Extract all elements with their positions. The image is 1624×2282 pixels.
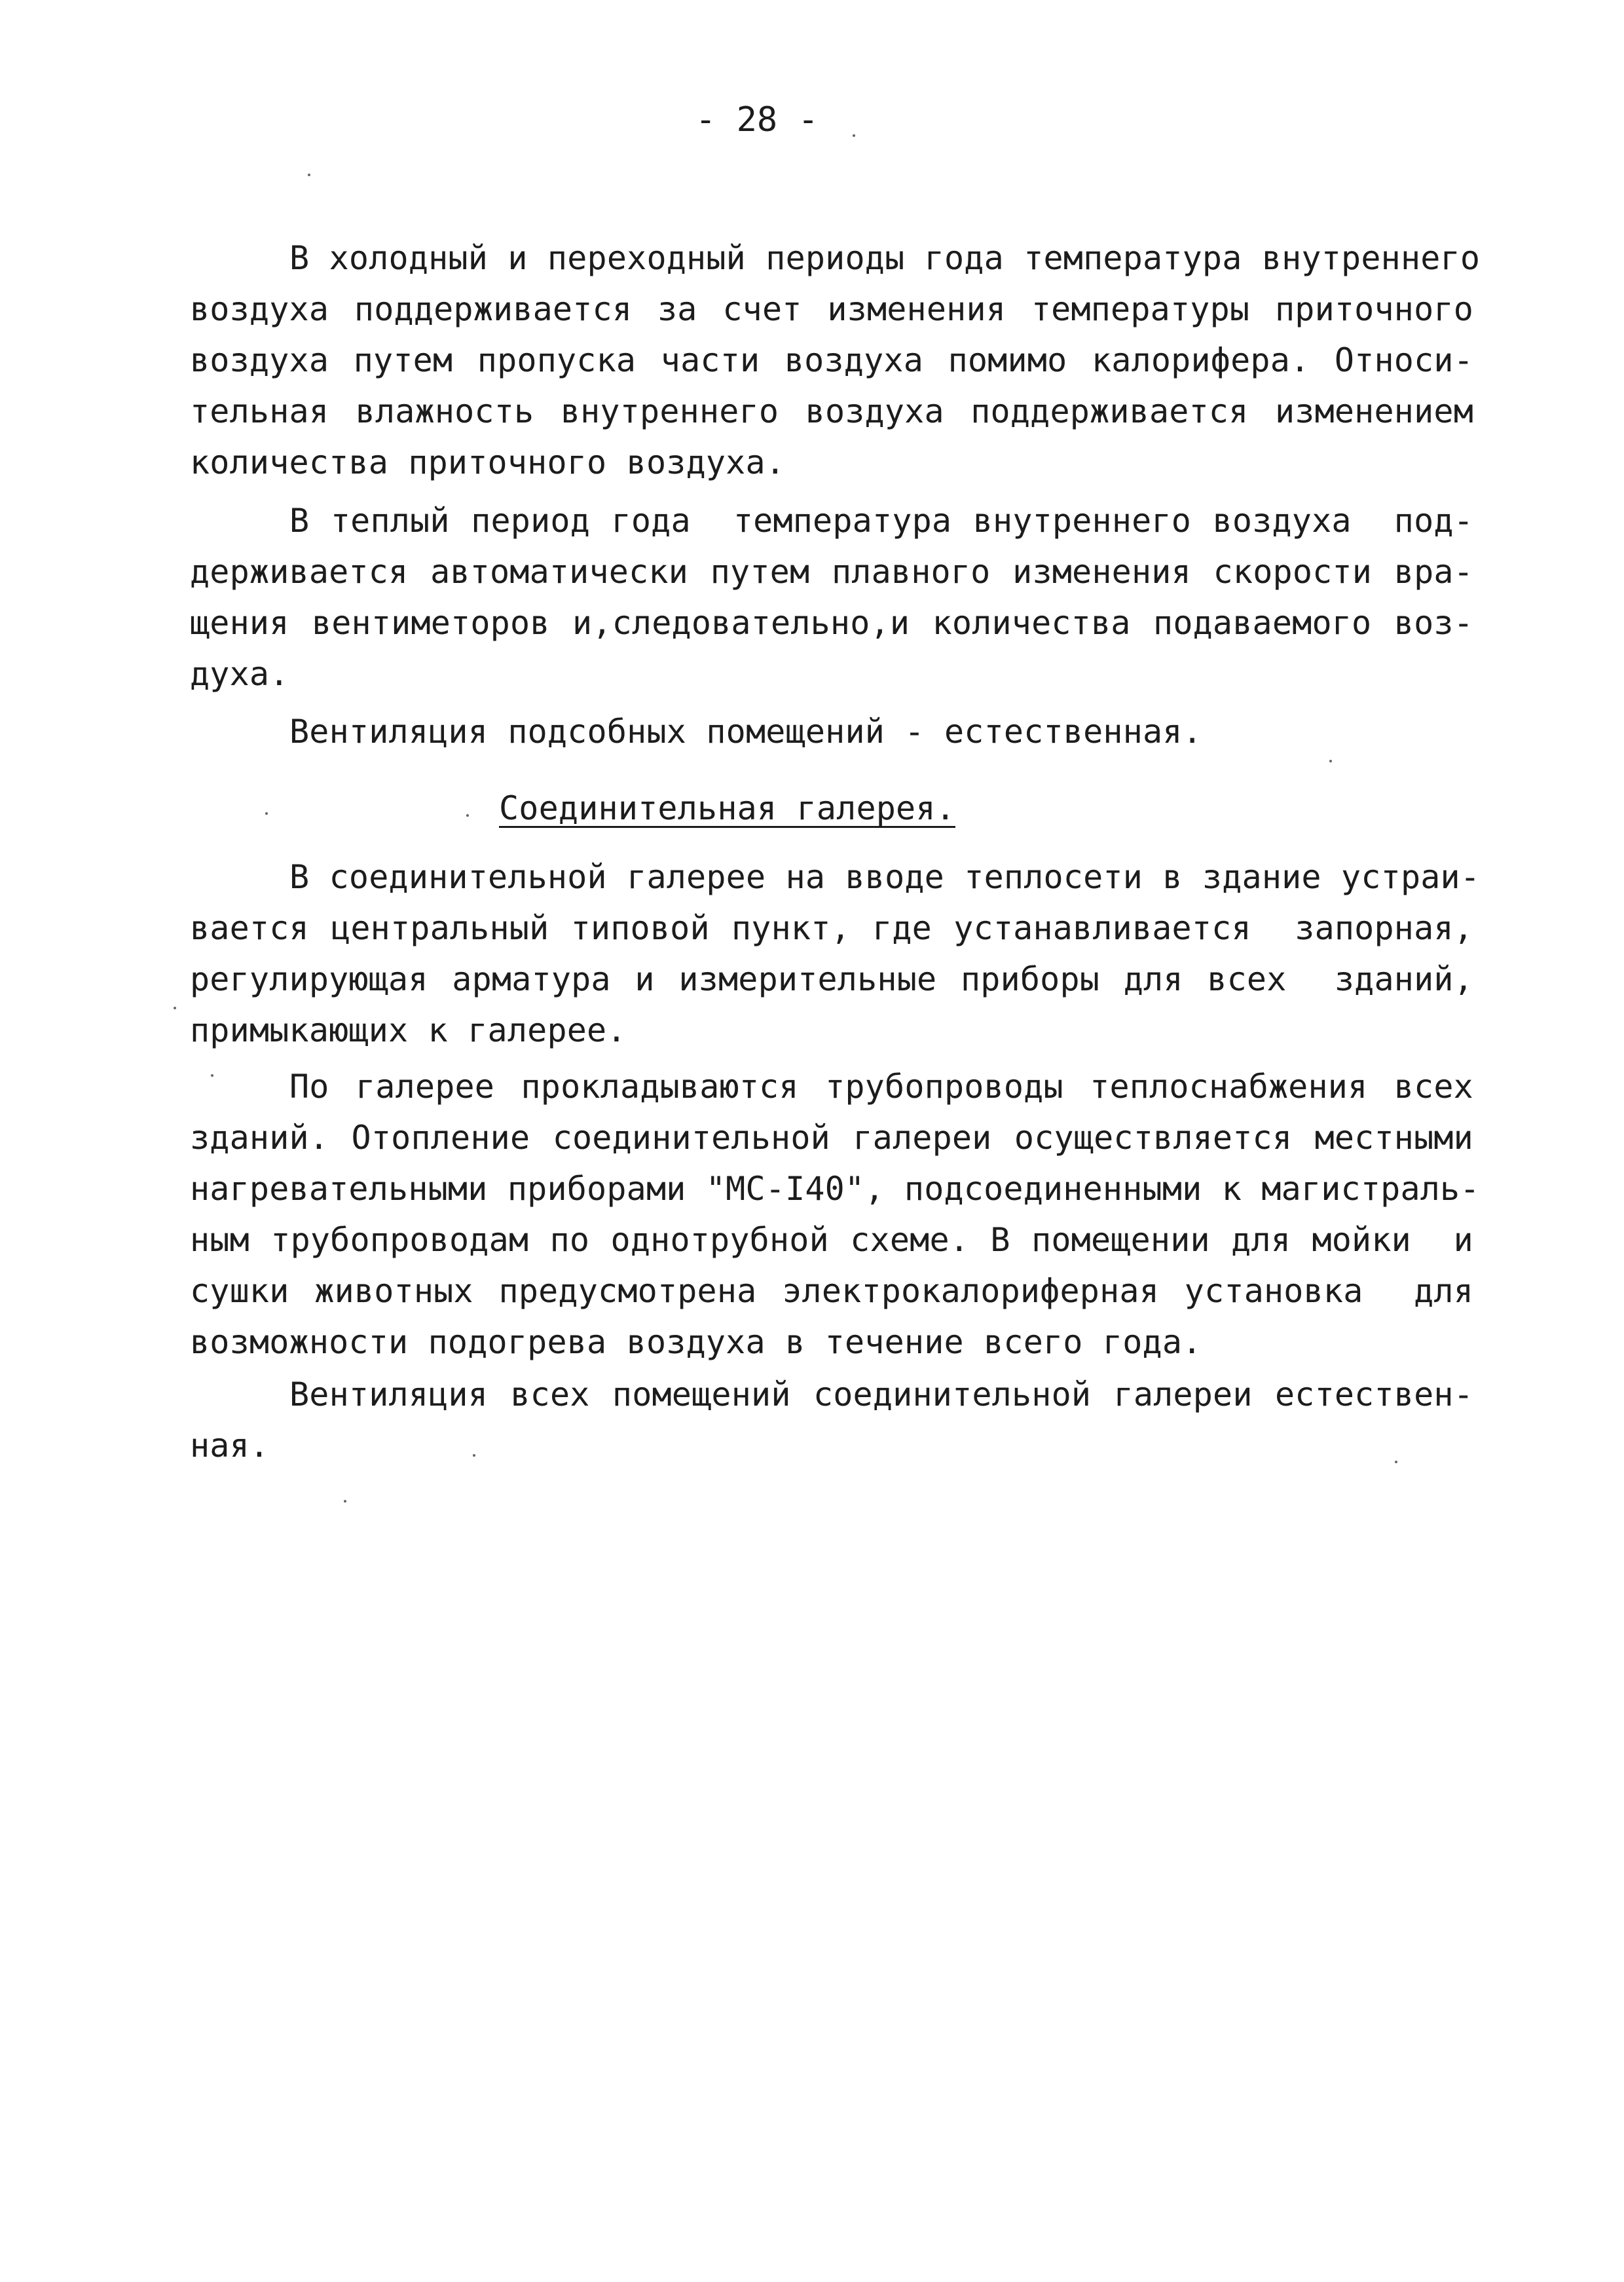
scan-speck	[344, 1500, 346, 1503]
paragraph-heating-periods	[190, 233, 1481, 488]
paragraph-pipelines	[190, 1061, 1480, 1368]
text-line: сушки животных предусмотрена электрокалориферная установка для	[190, 1272, 1473, 1310]
page-number: - 28 -	[695, 100, 819, 140]
scan-speck	[308, 174, 310, 176]
paragraph-ancillary-ventilation	[190, 706, 1473, 757]
text-line: воздуха поддерживается за счет изменения температуры приточного	[190, 290, 1473, 328]
scan-speck	[265, 812, 268, 815]
paragraph-heat-point	[190, 851, 1481, 1056]
scan-speck	[174, 1007, 176, 1009]
text-line: вается центральный типовой пункт, где устанавливается запорная,	[190, 909, 1473, 947]
scan-speck	[211, 1074, 213, 1077]
text-line: В холодный и переходный периоды года температура внутреннего	[289, 239, 1481, 277]
text-line: В теплый период года температура внутреннего воздуха под-	[289, 502, 1473, 540]
text-line: возможности подогрева воздуха в течение всего года.	[190, 1323, 1202, 1361]
section-heading-text: Соединительная галерея.	[499, 789, 955, 827]
text-line: Вентиляция всех помещений соединительной галереи естествен-	[289, 1375, 1473, 1413]
section-heading	[499, 783, 1154, 834]
scan-speck	[466, 814, 469, 817]
text-line: нагревательными приборами "МС-I40", подсоединенными к магистраль-	[190, 1170, 1480, 1208]
text-line: регулирующая арматура и измерительные приборы для всех зданий,	[190, 960, 1473, 998]
text-line: В соединительной галерее на вводе теплосети в здание устраи-	[289, 858, 1481, 896]
text-line: воздуха путем пропуска части воздуха помимо калорифера. Относи-	[190, 341, 1473, 379]
text-line: ная.	[190, 1427, 270, 1465]
text-line: тельная влажность внутреннего воздуха поддерживается изменением	[190, 392, 1473, 430]
paragraph-gallery-ventilation	[190, 1369, 1473, 1471]
text-line: количества приточного воздуха.	[190, 443, 786, 481]
scan-speck	[473, 1454, 475, 1457]
scan-speck	[1329, 760, 1332, 762]
scan-speck	[1395, 1461, 1397, 1463]
text-line: Вентиляция подсобных помещений - естественная.	[289, 713, 1202, 751]
paragraph-warm-period	[190, 495, 1473, 700]
scan-speck	[853, 134, 855, 137]
text-line: По галерее прокладываются трубопроводы теплоснабжения всех	[289, 1068, 1473, 1106]
text-line: примыкающих к галерее.	[190, 1011, 627, 1049]
text-line: держивается автоматически путем плавного изменения скорости вра-	[190, 553, 1473, 591]
text-line: щения вентиметоров и,следовательно,и количества подаваемого воз-	[190, 604, 1473, 642]
text-line: духа.	[190, 655, 289, 693]
text-line: зданий. Отопление соединительной галереи осуществляется местными	[190, 1119, 1473, 1157]
text-line: ным трубопроводам по однотрубной схеме. В помещении для мойки и	[190, 1221, 1473, 1259]
